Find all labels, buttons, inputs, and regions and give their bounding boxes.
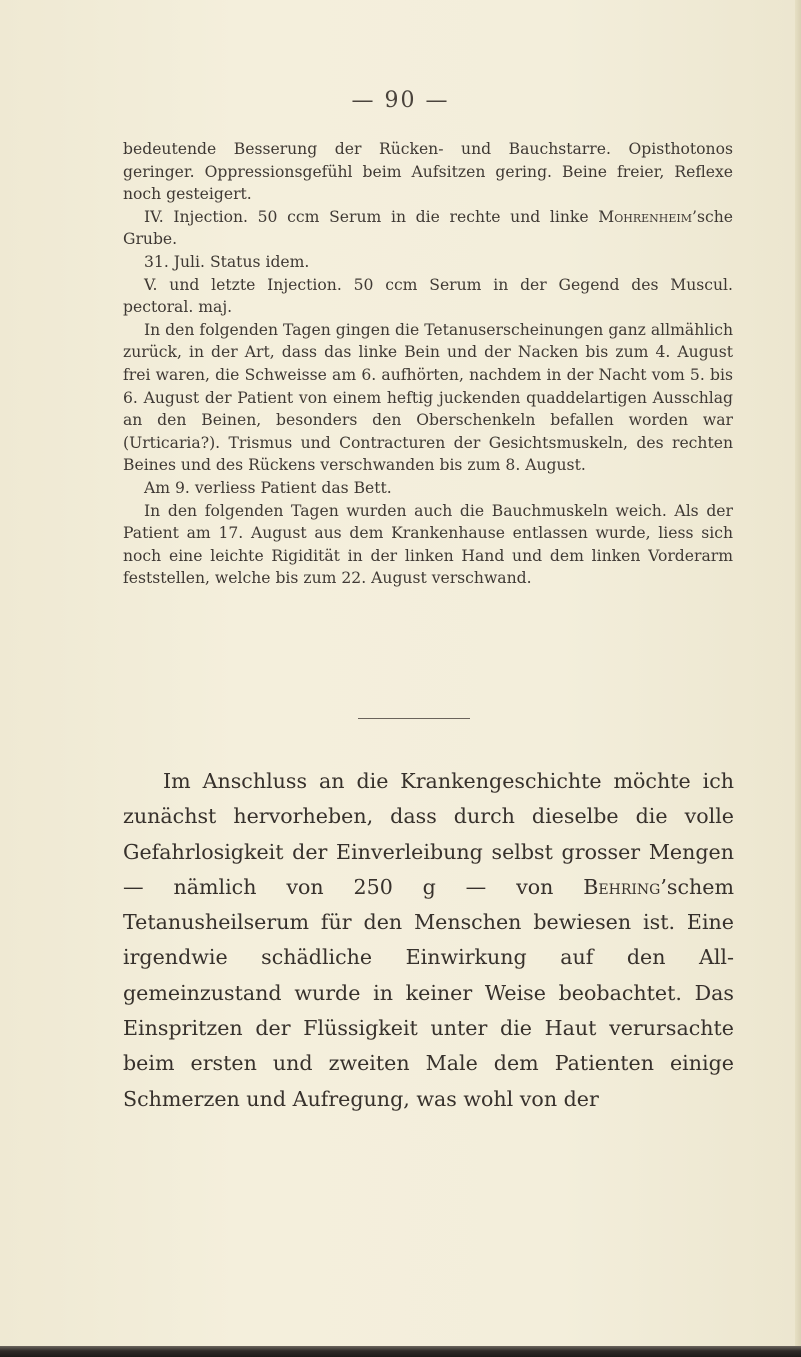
page-number: — 90 —	[351, 88, 450, 113]
paragraph: 31. Juli. Status idem.	[144, 252, 310, 271]
case-history-text	[123, 138, 733, 590]
discussion-text	[123, 764, 734, 1117]
paragraph-text: IV. Injection. 50 ccm Serum in die rechte und linke	[144, 207, 599, 226]
paragraph	[123, 206, 733, 251]
paragraph-text: ’sche Grube.	[123, 207, 733, 249]
paragraph-text: ’schem Tetanusheilserum für den Menschen bewiesen ist. Eine irgendwie schädliche Einwirkung auf den Allgemeinzustand wurde in keiner Weise beobachtet. Das Einspritzen der Flüssigkeit unter die Haut verursachte beim ersten und zweiten Male dem Patienten einige Schmerzen und Aufregung, was wohl von der	[123, 874, 734, 1111]
paragraph: bedeutende Besserung der Rücken- und Bauchstarre. Opisthotonos geringer. Oppressionsgefühl beim Aufsitzen gering. Beine freier, Reflexe noch gesteigert.	[123, 140, 733, 204]
paragraph: Am 9. verliess Patient das Bett.	[144, 478, 392, 497]
page-edge-shadow	[795, 0, 801, 1357]
author-name: Mohrenheim	[598, 207, 693, 226]
paragraph: In den folgenden Tagen wurden auch die Bauchmuskeln weich. Als der Patient am 17. August aus dem Krankenhause entlassen wurde, liess sich noch eine leichte Rigidität in der linken Hand und dem linken Vorderarm feststellen, welche bis zum 22. August verschwand.	[123, 501, 733, 588]
section-divider	[358, 718, 470, 719]
paragraph: In den folgenden Tagen gingen die Tetanuserscheinungen ganz allmählich zurück, in der Art, dass das linke Bein und der Nacken bis zum 4. August frei waren, die Schweisse am 6. aufhörten, nachdem in der Nacht vom 5. bis 6. August der Patient von einem heftig juckenden quaddelartigen Ausschlag an den Beinen, besonders den Oberschenkeln befallen worden war (Urticaria?). Trismus und Contracturen der Gesichtsmuskeln, des rechten Beines und des Rückens verschwanden bis zum 8. August.	[123, 320, 733, 475]
paragraph: V. und letzte Injection. 50 ccm Serum in der Gegend des Muscul. pectoral. maj.	[123, 275, 733, 317]
author-name: Behring	[583, 874, 661, 899]
paragraph	[123, 764, 734, 1117]
scan-bottom-edge	[0, 1346, 801, 1357]
paragraph-text: Im Anschluss an die Krankengeschichte möchte ich zunächst hervorheben, dass durch dieselbe die volle Gefahrlosigkeit der Einverleibung selbst grosser Mengen — nämlich von 250 g — von	[123, 769, 734, 899]
